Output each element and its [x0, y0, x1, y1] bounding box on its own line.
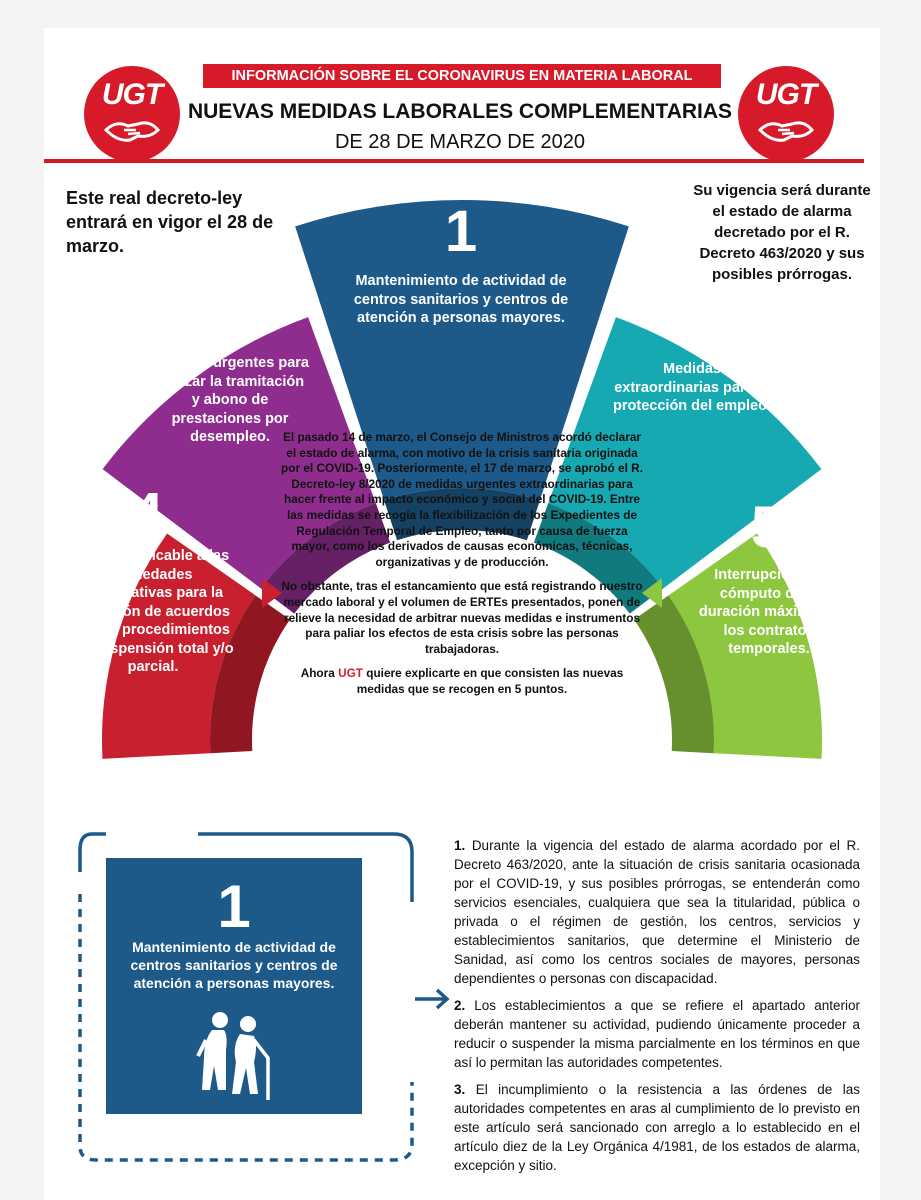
summary-paragraph-3 — [280, 666, 644, 697]
summary-paragraph-2: No obstante, tras el estancamiento que está registrando nuestro mercado laboral y el volumen de ERTEs presentados, ponen de relieve la necesidad de arbitrar nuevas medidas e instrumentos para paliar los efectos de esta crisis sobre las personas trabajadoras. — [281, 579, 643, 656]
elderly-couple-icon — [184, 1010, 284, 1110]
point-number: 1. — [454, 838, 466, 853]
point-text: El incumplimiento o la resistencia a las órdenes de las autoridades competentes en aras al cumplimiento de lo previsto en este artículo será sancionado con arreglo a lo establecido en el artículo diez de la Ley Orgánica 4/1981, de los estados de alarma, excepción y sitio. — [454, 1082, 860, 1173]
segment-1-number: 1 — [444, 199, 478, 264]
segment-4-number: 4 — [130, 481, 164, 546]
logo-text: UGT — [755, 78, 817, 111]
segment-1-text: Mantenimiento de actividad de centros sanitarios y centros de atención a personas mayores. — [353, 273, 569, 326]
logo-text: UGT — [101, 78, 163, 111]
detail-point-3 — [454, 1080, 860, 1175]
segment-2-number: 2 — [674, 287, 708, 352]
card-number: 1 — [217, 873, 251, 940]
arrow-right-icon — [415, 988, 453, 1010]
note-entry-into-force: Este real decreto-ley entrará en vigor el 28 de marzo. — [66, 188, 274, 256]
point-text: Durante la vigencia del estado de alarma acordado por el R. Decreto 463/2020, ante la situación de crisis sanitaria ocasionada por el COVID-19, y sus posibles prórrogas, se entenderán como servicios esenciales, cualquiera que sea la titularidad, pública o privada o el régimen de gestión, los centros, servicios y establecimientos sanitarios, que determine el Ministerio de Sanidad, así como los centros sociales de mayores, personas dependientes o personas con discapacidad. — [454, 838, 860, 986]
segment-5-text: Interrupción del cómputo de la duración máxima de los contratos temporales. — [698, 567, 840, 657]
segment-2-text: Medidas extraordinarias para la protección del empleo. — [613, 361, 771, 414]
page-title: NUEVAS MEDIDAS LABORALES COMPLEMENTARIAS — [187, 100, 733, 123]
card-title: Mantenimiento de actividad de centros sanitarios y centros de atención a personas mayores. — [130, 939, 338, 991]
detail-point-2 — [454, 996, 860, 1072]
measure-1-card — [106, 858, 362, 1114]
detail-point-1 — [454, 836, 860, 988]
header-banner: INFORMACIÓN SOBRE EL CORONAVIRUS EN MATERIA LABORAL — [203, 64, 721, 88]
point-text: Los establecimientos a que se refiere el apartado anterior deberán mantener su actividad, pudiendo únicamente proceder a reducir o suspender la misma parcialmente en los términos en que así lo permitan las autoridades competentes. — [454, 998, 860, 1070]
ugt-highlight: UGT — [338, 666, 363, 681]
point-number: 2. — [454, 998, 466, 1013]
segment-4-text: Medida aplicable a las sociedades cooperativas para la adopción de acuerdos en los procedimientos de suspensión total y/o parcial. — [72, 548, 234, 675]
summary-paragraph-1: El pasado 14 de marzo, el Consejo de Ministros acordó declarar el estado de alarma, con motivo de la crisis sanitaria originada por el COVID-19. Posteriormente, el 17 de marzo, se aprobó el R. Decreto-ley 8/2020 de medidas urgentes extraordinarias para hacer frente al impacto económico y social del COVID-19. Entre las medidas se recogía la flexibilización de los Expedientes de Regulación Temporal de Empleo, tanto por causa de fuerza mayor, como los derivados de causas económicas, técnicas, organizativas y de producción. — [281, 430, 643, 569]
note-validity: Su vigencia será durante el estado de alarma decretado por el R. Decreto 463/2020 y sus posibles prórrogas. — [693, 182, 871, 283]
summary-lead: Ahora — [300, 666, 339, 681]
segment-5-number: 5 — [750, 495, 784, 560]
segment-3-text: Medidas urgentes para agilizar la tramitación y abono de prestaciones por desempleo. — [151, 355, 309, 445]
measure-1-detail — [454, 836, 860, 1183]
page-date: DE 28 DE MARZO DE 2020 — [334, 131, 586, 153]
segment-3-number: 3 — [210, 287, 244, 352]
point-number: 3. — [454, 1082, 466, 1097]
summary-tail: quiere explicarte en que consisten las nuevas medidas que se recogen en 5 puntos. — [356, 666, 624, 696]
center-summary — [280, 430, 644, 707]
